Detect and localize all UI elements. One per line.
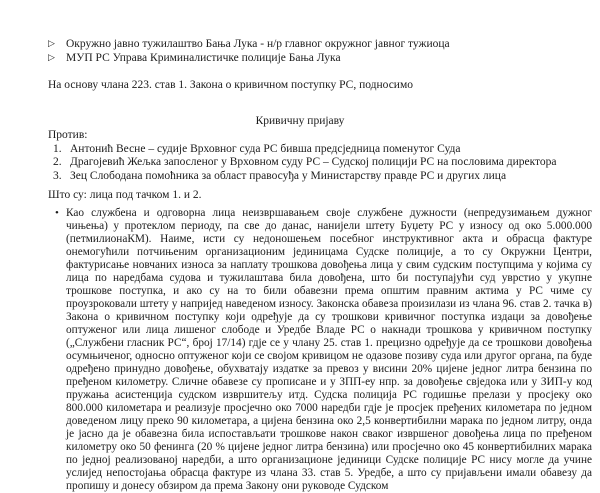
list-number: 1. — [53, 142, 62, 155]
accused-text: Зец Слободана помоћника за област правосуђа у Министарству правде РС и других лица — [70, 169, 507, 182]
accused-text: Антонић Весне – судије Врховног суда РС бивша предсједница поменутог Суда — [70, 142, 461, 155]
arrow-bullet-icon: ▷ — [48, 52, 55, 63]
dot-bullet-icon: • — [55, 206, 59, 219]
legal-basis-line: На основу члана 223. став 1. Закона о кривичном поступку РС, подносимо — [48, 79, 413, 91]
body-bullet-block — [48, 207, 592, 493]
recipients-list — [48, 38, 592, 65]
arrow-bullet-icon: ▷ — [48, 39, 55, 49]
list-number: 2. — [53, 156, 62, 168]
accused-item — [48, 170, 592, 184]
accused-item — [48, 143, 592, 157]
accused-item — [48, 156, 592, 170]
charge-intro-line: Што су: лица под тачком 1. и 2. — [48, 189, 202, 201]
list-number: 3. — [53, 169, 62, 182]
recipient-line — [48, 38, 592, 52]
accused-text: Драгојевић Жељка запосленог у Врховном суду РС – Судској полицији РС на пословима директора — [70, 156, 557, 168]
body-paragraph: Као службена и одговорна лица неизвршавањем своје службене дужности (непредузимањем дужног чињења) у протеклом периоду, па све до данас, нанијели штету Буџету РС у износу од око 5.000.000 (петмилионаКМ). Наиме, исти су недоношењем посебног инструктивног акта и обрасца фактуре онемогућили потчињеним организационим јединицама Судске полиције, а то су Окружни Центри, фактурисање новчаних износа за наплату трошкова довођења лица у свим судским поступцима у којима су лица по наредбама судова и тужилаштава била довођена, што би поступајући суд уврстио у укупне трошкове поступка, и ако су на то били обавезни према општим правним актима у РС чиме су проузроковали штету у напријед наведеном износу. Законска обавеза произилази из члана 96. став 2. тачка в) Закона о кривичном поступку који одређује да су трошкови кривичног поступка издаци за довођење оптуженог или лица лишеног слободе и Уредбе Владе РС о накнади трошкова у кривичном поступку („Службени гласник РС“, број 17/14) гдје се у члану 25. став 1. прецизно одређује да се трошкови довођења осумњиченог, односно оптуженог који се својом кривицом не одазове позиву суда или другог органа, па буде одређено принудно довођење, обухватају издатке за превоз у висини 20% цијене једног литра бензина по пређеном километру. Сличне обавезе су прописане и у ЗПП-еу нпр. за довођење свједока или у ЗИП-у код пружања асистенција судском извршитељу итд. Судска полиција РС годишње прелази у просјеку око 800.000 километара и реализује просјечно око 7000 наредби гдје је просјек пређених километара по једном доведеном лицу преко 90 километара, а цијена бензина око 2,5 конвертибилни марака по једном литру, онда је јасно да је обавезна била испостављати трошкове након сваког извршеног довођења лица по пређеном километру око 50 фенинга (20 % цијене једног литра бензина) или просјечно око 45 конвертибилних марака по једној реализованој наредби, а што организационе јединици Судске полиције РС нису могле да учине услијед непостојања обрасца фактуре из члана 33. став 5. Уредбе, а што су пријављени имали обавезу да пропишу и донесу обзиром да према Закону они руководе Судском — [66, 206, 592, 492]
recipient-line — [48, 52, 592, 66]
recipient-text: МУП РС Управа Криминалистичке полиције Бања Лука — [66, 51, 341, 64]
against-label: Против: — [48, 129, 88, 141]
accused-list — [48, 143, 592, 184]
recipient-text: Окружно јавно тужилаштво Бања Лука - н/р главног окружног јавног тужиоца — [66, 38, 450, 50]
document-title: Кривичну пријаву — [255, 114, 345, 127]
